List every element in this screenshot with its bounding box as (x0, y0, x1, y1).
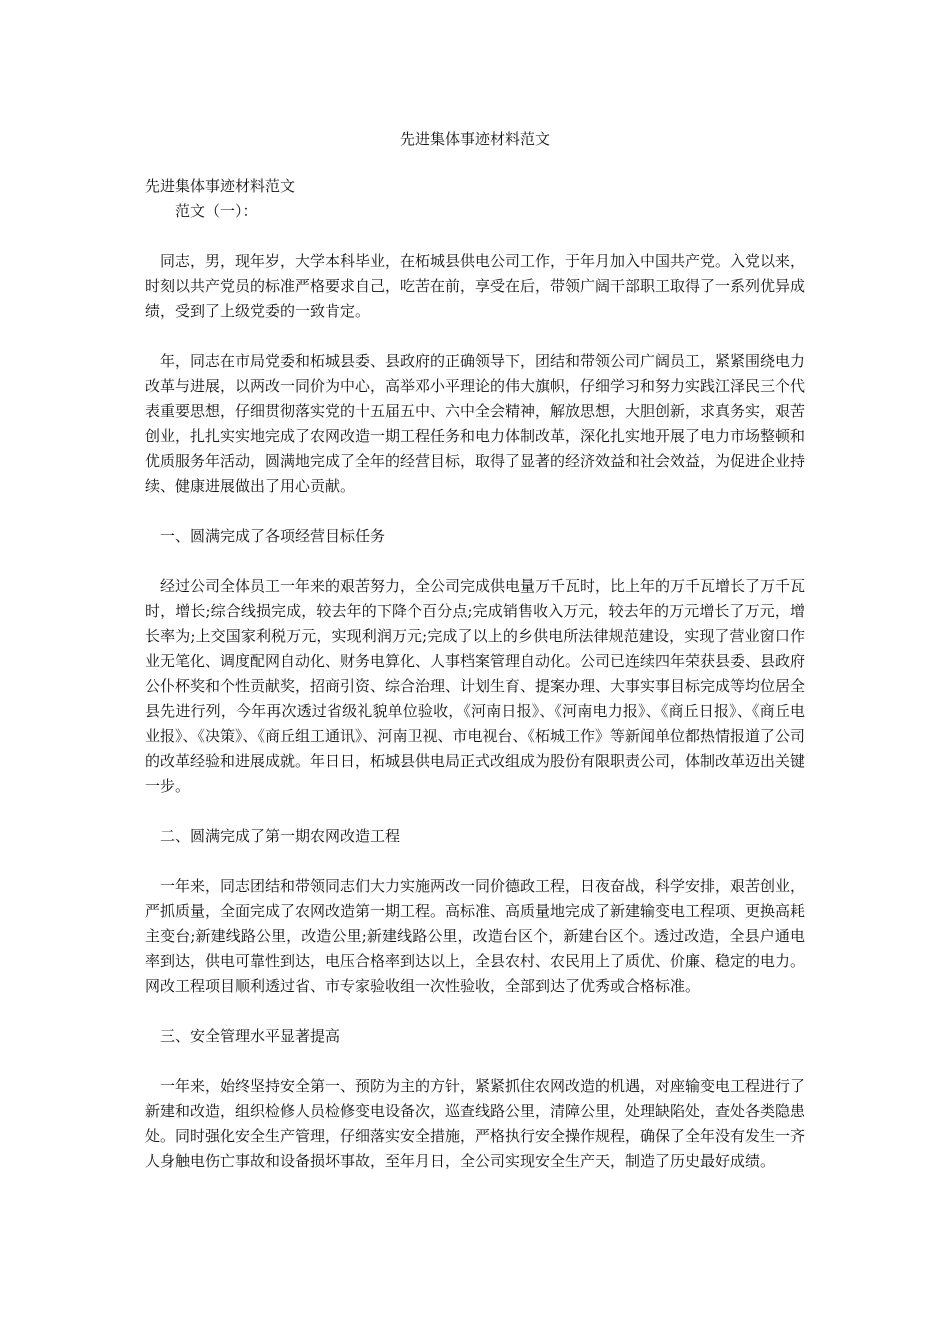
spacer (145, 999, 805, 1024)
document-subtitle: 先进集体事迹材料范文 (145, 177, 296, 195)
spacer (145, 849, 805, 874)
paragraph-section-2: 一年来，同志团结和带领同志们大力实施两改一同价德政工程，日夜奋战，科学安排，艰苦创业，严抓质量，全面完成了农网改造第一期工程。高标准、高质量地完成了新建输变电工程项、更换高耗主变台;新建线路公里，改造公里;新建线路公里，改造台区个，新建台区个。透过改造，全县户通电率到达，供电可靠性到达，电压合格率到达以上，全县农村、农民用上了质优、价廉、稳定的电力。网改工程项目顺利透过省、市专家验收组一次性验收，全部到达了优秀或合格标准。 (145, 877, 806, 995)
paragraph-overview: 年，同志在市局党委和柘城县委、县政府的正确领导下，团结和带领公司广阔员工，紧紧围绕电力改革与进展，以两改一同价为中心，高举邓小平理论的伟大旗帜，仔细学习和努力实践江泽民三个代表重要思想，仔细贯彻落实党的十五届五中、六中全会精神，解放思想，大胆创新，求真务实，艰苦创业，扎扎实实地完成了农网改造一期工程任务和电力体制改革，深化扎实地开展了电力市场整顿和优质服务年活动，圆满地完成了全年的经营目标，取得了显著的经济效益和社会效益，为促进企业持续、健康进展做出了用心贡献。 (145, 352, 806, 495)
spacer (145, 324, 805, 349)
paragraph-intro: 同志，男，现年岁，大学本科毕业，在柘城县供电公司工作，于年月加入中国共产党。入党以来，时刻以共产党员的标准严格要求自己，吃苦在前，享受在后，带领广阔干部职工取得了一系列优异成绩，受到了上级党委的一致肯定。 (145, 252, 806, 320)
section-label: 范文（一）： (175, 202, 258, 220)
spacer (145, 499, 805, 524)
section-heading-1: 一、圆满完成了各项经营目标任务 (160, 527, 386, 545)
spacer (145, 549, 805, 574)
spacer (145, 799, 805, 824)
spacer (145, 224, 805, 249)
paragraph-section-1: 经过公司全体员工一年来的艰苦努力，全公司完成供电量万千瓦时，比上年的万千瓦增长了万千瓦时，增长;综合线损完成，较去年的下降个百分点;完成销售收入万元，较去年的万元增长了万元，增长率为;上交国家利税万元，实现利润万元;完成了以上的乡供电所法律规范建设，实现了营业窗口作业无笔化、调度配网自动化、财务电算化、人事档案管理自动化。公司已连续四年荣获县委、县政府公仆杯奖和个性贡献奖，招商引资、综合治理、计划生育、提案办理、大事实事目标完成等均位居全县先进行列，今年再次透过省级礼貌单位验收，《河南日报》、《河南电力报》、《商丘日报》、《商丘电业报》、《决策》、《商丘组工通讯》、河南卫视、市电视台、《柘城工作》等新闻单位都热情报道了公司的改革经验和进展成就。年日日，柘城县供电局正式改组成为股份有限职责公司，体制改革迈出关键一步。 (145, 577, 806, 795)
section-heading-3: 三、安全管理水平显著提高 (160, 1027, 341, 1045)
document-body (145, 174, 805, 1174)
section-heading-2: 二、圆满完成了第一期农网改造工程 (160, 827, 401, 845)
paragraph-section-3: 一年来，始终坚持安全第一、预防为主的方针，紧紧抓住农网改造的机遇，对座输变电工程进行了新建和改造，组织检修人员检修变电设备次，巡查线路公里，清障公里，处理缺陷处，查处各类隐患处。同时强化安全生产管理，仔细落实安全措施，严格执行安全操作规程，确保了全年没有发生一齐人身触电伤亡事故和设备损坏事故，至年月日，全公司实现安全生产天，制造了历史最好成绩。 (145, 1077, 806, 1170)
spacer (145, 1049, 805, 1074)
document-title: 先进集体事迹材料范文 (399, 130, 550, 148)
